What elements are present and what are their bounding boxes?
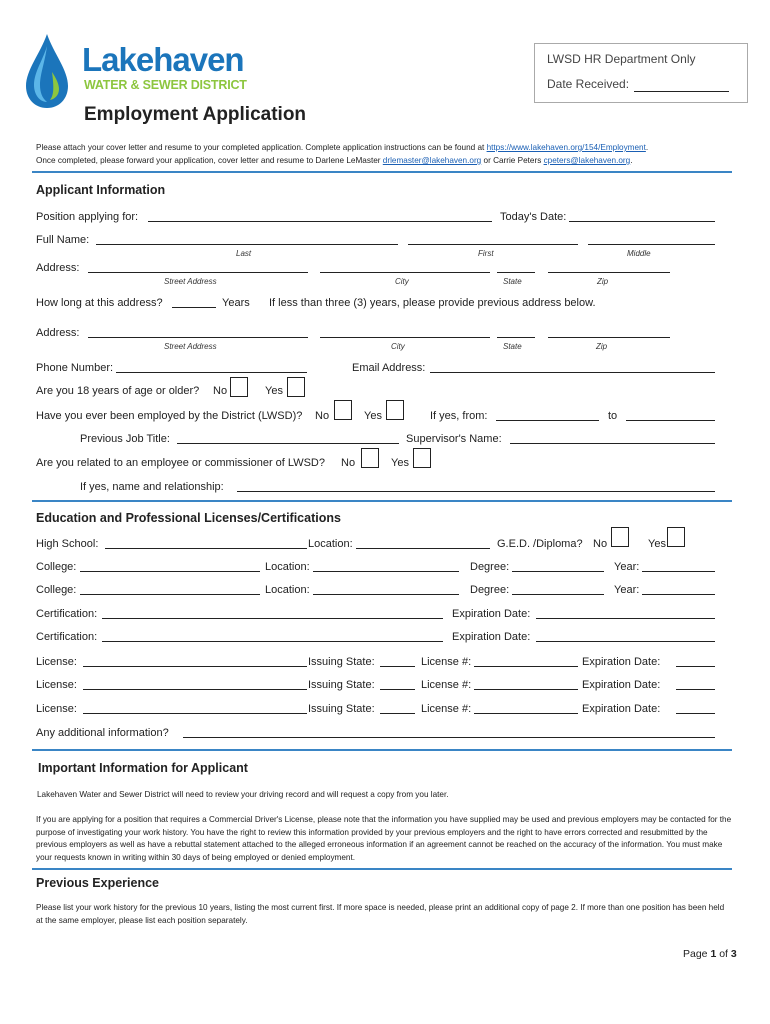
city-field[interactable] xyxy=(320,272,490,273)
ged-yes-label: Yes xyxy=(648,538,666,550)
cert-expiration-label-1: Expiration Date: xyxy=(452,608,531,620)
page-word: Page xyxy=(683,948,708,960)
date-received-label: Date Received: xyxy=(547,77,630,91)
page-title: Employment Application xyxy=(84,104,307,125)
phone-field[interactable] xyxy=(116,372,307,373)
license-exp-label-1: Expiration Date: xyxy=(582,656,661,668)
employed-question: Have you ever been employed by the District (LWSD)? xyxy=(36,410,303,422)
intro-text: Please attach your cover letter and resume to your completed application. Complete application instructions can be found at xyxy=(36,143,487,152)
full-name-label: Full Name: xyxy=(36,234,90,246)
hs-location-label: Location: xyxy=(308,538,353,550)
college-location-label-2: Location: xyxy=(265,584,310,596)
hr-only-title: LWSD HR Department Only xyxy=(547,52,696,66)
certification-label-2: Certification: xyxy=(36,631,98,643)
state-field[interactable] xyxy=(497,272,535,273)
license-label-1: License: xyxy=(36,656,77,668)
supervisor-label: Supervisor's Name: xyxy=(406,433,502,445)
employed-no-label: No xyxy=(315,410,330,422)
street-caption: Street Address xyxy=(164,277,217,286)
prev-state-field[interactable] xyxy=(497,337,535,338)
intro-line-1 xyxy=(36,142,648,155)
first-caption: First xyxy=(478,249,494,258)
email-link-lemaster[interactable]: drlemaster@lakehaven.org xyxy=(382,156,482,165)
employed-no-checkbox[interactable] xyxy=(334,400,352,420)
applicant-heading: Applicant Information xyxy=(36,183,166,197)
license-field-3[interactable] xyxy=(83,713,307,714)
prev-job-title-label: Previous Job Title: xyxy=(80,433,170,445)
additional-info-field[interactable] xyxy=(183,737,715,738)
previous-heading: Previous Experience xyxy=(36,876,159,890)
position-field[interactable] xyxy=(148,221,492,222)
intro-mid: or Carrie Peters xyxy=(481,156,544,165)
to-label: to xyxy=(608,410,618,422)
last-caption: Last xyxy=(236,249,252,258)
degree-label-2: Degree: xyxy=(470,584,510,596)
certification-field-1[interactable] xyxy=(102,618,443,619)
intro-suffix-2: . xyxy=(630,156,633,165)
phone-label: Phone Number: xyxy=(36,362,114,374)
position-label: Position applying for: xyxy=(36,211,139,223)
page-total: 3 xyxy=(730,948,737,960)
how-long-label: How long at this address? xyxy=(36,297,163,309)
address-label: Address: xyxy=(36,262,80,274)
employed-to-field[interactable] xyxy=(626,420,715,421)
zip-caption: Zip xyxy=(597,277,609,286)
high-school-field[interactable] xyxy=(105,548,307,549)
certification-label-1: Certification: xyxy=(36,608,98,620)
employed-yes-label: Yes xyxy=(364,410,382,422)
today-date-label: Today's Date: xyxy=(500,211,567,223)
supervisor-field[interactable] xyxy=(510,443,715,444)
prev-street-caption: Street Address xyxy=(164,342,217,351)
license-label-3: License: xyxy=(36,703,77,715)
prev-zip-caption: Zip xyxy=(596,342,608,351)
middle-name-field[interactable] xyxy=(588,244,715,245)
license-exp-field-3[interactable] xyxy=(676,713,715,714)
previous-paragraph: Please list your work history for the previous 10 years, listing the most current first. If more space is needed, please print an additional copy of page 2. If more than one position has been held at the same employer, please list each position separately. xyxy=(36,903,725,925)
logo-tagline: WATER & SEWER DISTRICT xyxy=(84,78,247,92)
issuing-state-label-3: Issuing State: xyxy=(308,703,375,715)
college-label-1: College: xyxy=(36,561,77,573)
certification-field-2[interactable] xyxy=(102,641,443,642)
prev-zip-field[interactable] xyxy=(548,337,670,338)
license-field-2[interactable] xyxy=(83,689,307,690)
years-label: Years xyxy=(222,297,250,309)
additional-info-label: Any additional information? xyxy=(36,727,169,739)
license-exp-label-2: Expiration Date: xyxy=(582,679,661,691)
logo xyxy=(22,32,262,110)
employed-from-field[interactable] xyxy=(496,420,599,421)
section-divider xyxy=(32,500,732,502)
degree-field-1[interactable] xyxy=(512,571,604,572)
cert-expiration-field-1[interactable] xyxy=(536,618,715,619)
college-location-field-2[interactable] xyxy=(313,594,459,595)
logo-name: Lakehaven xyxy=(82,41,244,78)
if-yes-from-label: If yes, from: xyxy=(430,410,488,422)
page-of: of xyxy=(719,948,728,960)
state-caption: State xyxy=(503,277,522,286)
first-name-field[interactable] xyxy=(408,244,578,245)
relationship-field[interactable] xyxy=(237,491,715,492)
page-number xyxy=(683,947,737,961)
license-no-label-3: License #: xyxy=(421,703,472,715)
prev-address-label: Address: xyxy=(36,327,80,339)
intro-line-2 xyxy=(36,155,632,168)
email-field[interactable] xyxy=(430,372,715,373)
how-long-field[interactable] xyxy=(172,307,216,308)
license-no-field-2[interactable] xyxy=(474,689,578,690)
ged-no-label: No xyxy=(593,538,608,550)
if-yes-name-label: If yes, name and relationship: xyxy=(80,481,224,493)
intro-text-2: Once completed, please forward your application, cover letter and resume to Darlene LeMaster xyxy=(36,156,383,165)
issuing-state-label-2: Issuing State: xyxy=(308,679,375,691)
high-school-label: High School: xyxy=(36,538,99,550)
age-yes-label: Yes xyxy=(265,385,283,397)
license-no-label-1: License #: xyxy=(421,656,472,668)
zip-field[interactable] xyxy=(548,272,670,273)
email-label: Email Address: xyxy=(352,362,426,374)
page-current: 1 xyxy=(710,948,717,960)
if-less-note: If less than three (3) years, please provide previous address below. xyxy=(269,297,596,309)
age-yes-checkbox[interactable] xyxy=(287,377,305,397)
license-no-field-1[interactable] xyxy=(474,666,578,667)
prev-job-title-field[interactable] xyxy=(177,443,399,444)
related-no-label: No xyxy=(341,457,356,469)
license-no-label-2: License #: xyxy=(421,679,472,691)
employment-link[interactable]: https://www.lakehaven.org/154/Employment xyxy=(486,143,646,152)
related-question: Are you related to an employee or commissioner of LWSD? xyxy=(36,457,325,469)
prev-street-field[interactable] xyxy=(88,337,308,338)
degree-field-2[interactable] xyxy=(512,594,604,595)
hr-only-box xyxy=(534,43,748,103)
age-question: Are you 18 years of age or older? xyxy=(36,385,200,397)
ged-yes-checkbox[interactable] xyxy=(667,527,685,547)
prev-city-field[interactable] xyxy=(320,337,490,338)
intro-suffix: . xyxy=(645,143,649,152)
cert-expiration-label-2: Expiration Date: xyxy=(452,631,531,643)
college-label-2: College: xyxy=(36,584,77,596)
city-caption: City xyxy=(395,277,409,286)
degree-label-1: Degree: xyxy=(470,561,510,573)
related-yes-checkbox[interactable] xyxy=(413,448,431,468)
last-name-field[interactable] xyxy=(96,244,398,245)
related-no-checkbox[interactable] xyxy=(361,448,379,468)
hs-location-field[interactable] xyxy=(356,548,490,549)
section-divider xyxy=(32,868,732,870)
college-field-1[interactable] xyxy=(80,571,260,572)
college-field-2[interactable] xyxy=(80,594,260,595)
issuing-state-field-2[interactable] xyxy=(380,689,415,690)
employed-yes-checkbox[interactable] xyxy=(386,400,404,420)
year-field-1[interactable] xyxy=(642,571,715,572)
license-label-2: License: xyxy=(36,679,77,691)
age-no-checkbox[interactable] xyxy=(230,377,248,397)
ged-label: G.E.D. /Diploma? xyxy=(497,538,583,550)
today-date-field[interactable] xyxy=(569,221,715,222)
year-field-2[interactable] xyxy=(642,594,715,595)
year-label-1: Year: xyxy=(614,561,640,573)
education-heading: Education and Professional Licenses/Certifications xyxy=(36,511,341,525)
license-no-field-3[interactable] xyxy=(474,713,578,714)
ged-no-checkbox[interactable] xyxy=(611,527,629,547)
year-label-2: Year: xyxy=(614,584,640,596)
license-exp-field-2[interactable] xyxy=(676,689,715,690)
college-location-field-1[interactable] xyxy=(313,571,459,572)
college-location-label-1: Location: xyxy=(265,561,310,573)
date-received-field[interactable] xyxy=(634,91,729,92)
issuing-state-field-1[interactable] xyxy=(380,666,415,667)
section-divider xyxy=(32,171,732,173)
water-drop-icon xyxy=(22,32,72,110)
street-field[interactable] xyxy=(88,272,308,273)
license-field-1[interactable] xyxy=(83,666,307,667)
middle-caption: Middle xyxy=(627,249,651,258)
issuing-state-label-1: Issuing State: xyxy=(308,656,375,668)
email-link-peters[interactable]: cpeters@lakehaven.org xyxy=(543,156,631,165)
important-paragraph-1: Lakehaven Water and Sewer District will need to review your driving record and will request a copy from you later. xyxy=(37,790,449,799)
related-yes-label: Yes xyxy=(391,457,409,469)
license-exp-label-3: Expiration Date: xyxy=(582,703,661,715)
license-exp-field-1[interactable] xyxy=(676,666,715,667)
issuing-state-field-3[interactable] xyxy=(380,713,415,714)
cert-expiration-field-2[interactable] xyxy=(536,641,715,642)
important-paragraph-2: If you are applying for a position that requires a Commercial Driver's License, please note that the information you have supplied may be used and previous employers may be contacted for the purpose of investigating your work history. You have the right to review this information provided by your previous employers and the right to have errors corrected and resubmitted by the previous employers as well as have a rebuttal statement attached to the alleged erroneous information if an agreement cannot be reached on the accuracy of the information. You must make your requests known in writing within 30 days of being employed or denied employment. xyxy=(36,815,732,862)
prev-city-caption: City xyxy=(391,342,405,351)
important-heading: Important Information for Applicant xyxy=(38,761,248,775)
prev-state-caption: State xyxy=(503,342,522,351)
age-no-label: No xyxy=(213,385,228,397)
section-divider xyxy=(32,749,732,751)
